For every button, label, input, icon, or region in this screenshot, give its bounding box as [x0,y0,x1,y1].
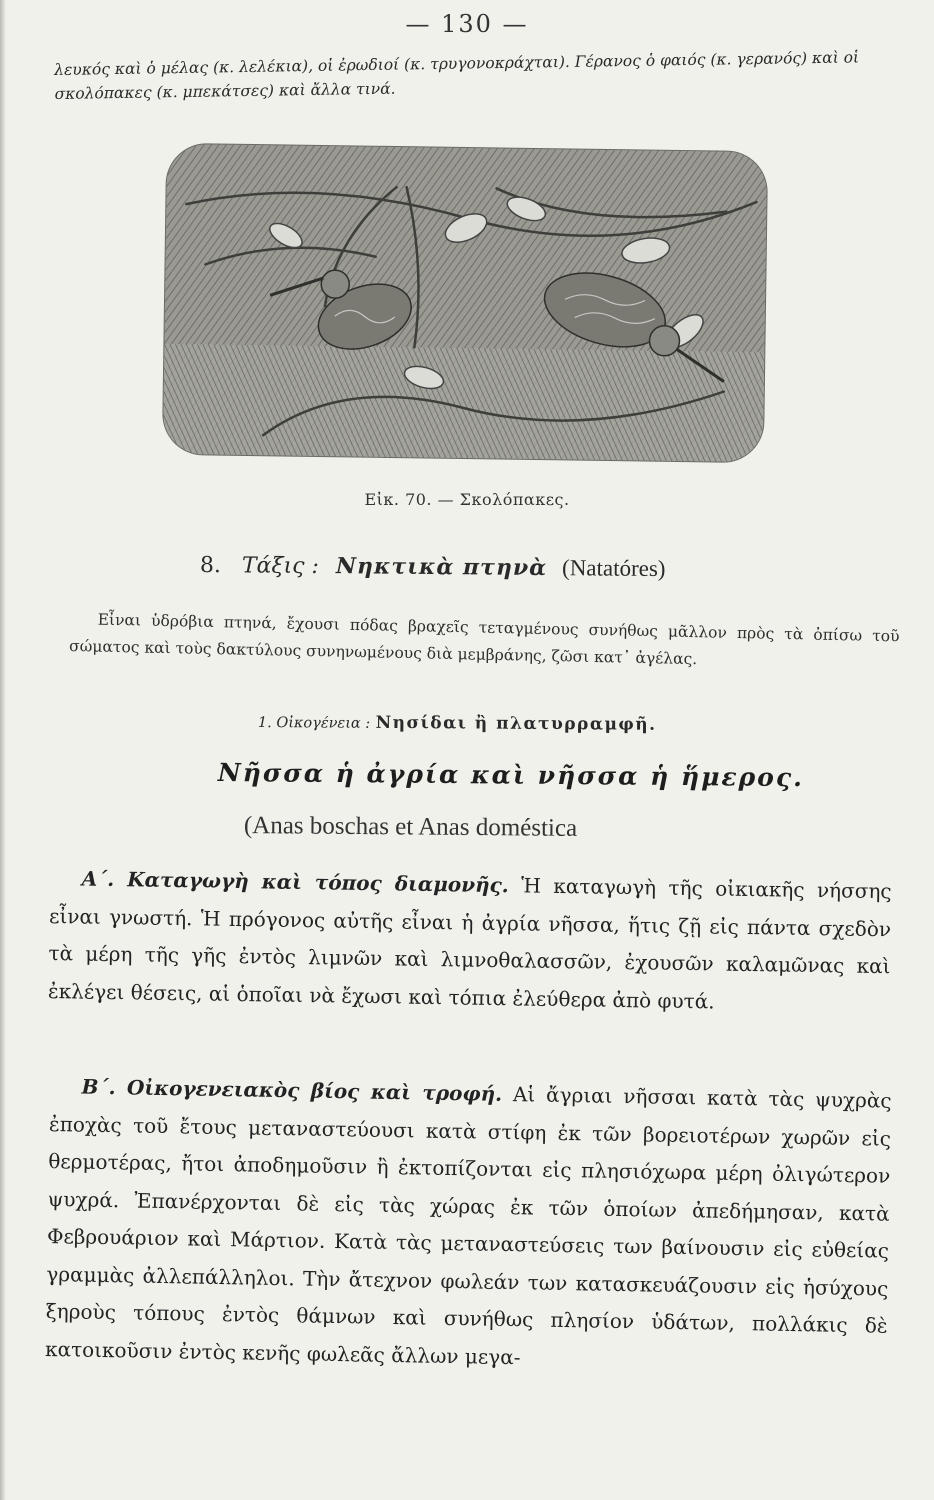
intro-paragraph [54,45,895,106]
order-number: 8. [199,552,221,579]
page-number: — 130 — [405,10,529,38]
section-origin-paragraph [48,860,892,1023]
engraving-image [163,144,767,462]
section-origin [48,860,892,1023]
section-origin-heading: Α΄. Καταγωγὴ καὶ τόπος διαμονῆς. [81,866,509,898]
order-latin-name: (Natatóres) [561,555,666,582]
family-label: 1. Οἰκογένεια : [257,714,371,732]
woodcock-illustration [163,144,767,462]
section-family-life-text: Αἱ ἄγριαι νῆσσαι κατὰ τὰς ψυχρὰς ἐποχὰς τοῦ ἔτους μεταναστεύουσι κατὰ στίφη ἐκ τῶν βορειοτέρων χωρῶν εἰς θερμοτέρας, ἤτοι ἀποδημοῦσιν ἢ ἐκτοπίζονται εἰς πλησιόχωρα μέρη ὀλιγώτερον ψυχρά. Ἐπανέρχονται δὲ εἰς τὰς χώρας ἐκ τῶν ὁποίων ἀπεδήμησαν, κατὰ Φεβρουάριον καὶ Μάρτιον. Κατὰ τὰς μεταναστεύσεις των βαίνουσιν εἰς εὐθείας γραμμὰς ἀλλεπάλληλοι. Τὴν ἄτεχνον φωλεάν των κατασκευάζουσιν εἰς ἡσύχους ξηροὺς τόπους ἐντὸς θάμνων καὶ συνήθως πλησίον ὑδάτων, πολλάκις δὲ κατοικοῦσιν ἐντὸς κενῆς φωλεᾶς ἄλλων μεγα- [44,1081,892,1369]
section-origin-text: Ἡ καταγωγὴ τῆς οἰκιακῆς νήσσης εἶναι γνωστή. Ἡ πρόγονος αὐτῆς εἶναι ἡ ἀγρία νῆσσα, ἥτις ζῇ εἰς πάντα σχεδὸν τὰ μέρη τῆς γῆς ἐντὸς λιμνῶν καὶ λιμνοθαλασσῶν, ἐχουσῶν καλαμῶνας καὶ ἐκλέγει θέσεις, αἱ ὁποῖαι νὰ ἔχωσι καὶ τόπια ἐλεύθερα ἀπὸ φυτά. [47,873,892,1013]
order-heading [200,552,820,583]
order-label: Τάξις : [241,553,319,580]
section-family-life-paragraph [45,1068,892,1383]
order-description-text: Εἶναι ὑδρόβια πτηνά, ἔχουσι πόδας βραχεῖς τεταγμένους συνήθως μᾶλλον πρὸς τὰ ὀπίσω τοῦ σώματος καὶ τοὺς δακτύλους συνηνωμένους διὰ μεμβράνης, ζῶσι κατ᾿ ἀγέλας. [68,610,900,669]
section-family-life [45,1068,892,1383]
order-greek-name: Νηκτικὰ πτηνὰ [335,553,548,582]
intro-text: λευκός καὶ ὁ μέλας (κ. λελέκια), οἱ ἐρωδιοί (κ. τρυγονοκράχται). Γέρανος ὁ φαιός (κ. γερανός) καὶ οἱ σκολόπακες (κ. μπεκάτσες) καὶ ἄλλα τινά. [54,48,860,103]
article-latin-name: (Anas boschas et Anas doméstica [243,812,578,842]
figure-caption: Εἰκ. 70. — Σκολόπακες. [364,490,570,509]
article-title: Νῆσσα ἡ ἀγρία καὶ νῆσσα ἡ ἥμερος. [217,758,804,793]
family-name: Νησίδαι ἢ πλατυρραμφῆ. [375,712,657,735]
section-family-life-heading: Β΄. Οἰκογενειακὸς βίος καὶ τροφή. [81,1074,503,1106]
page-edge-shadow [0,0,6,1500]
family-heading [258,712,818,736]
order-description [69,606,900,677]
